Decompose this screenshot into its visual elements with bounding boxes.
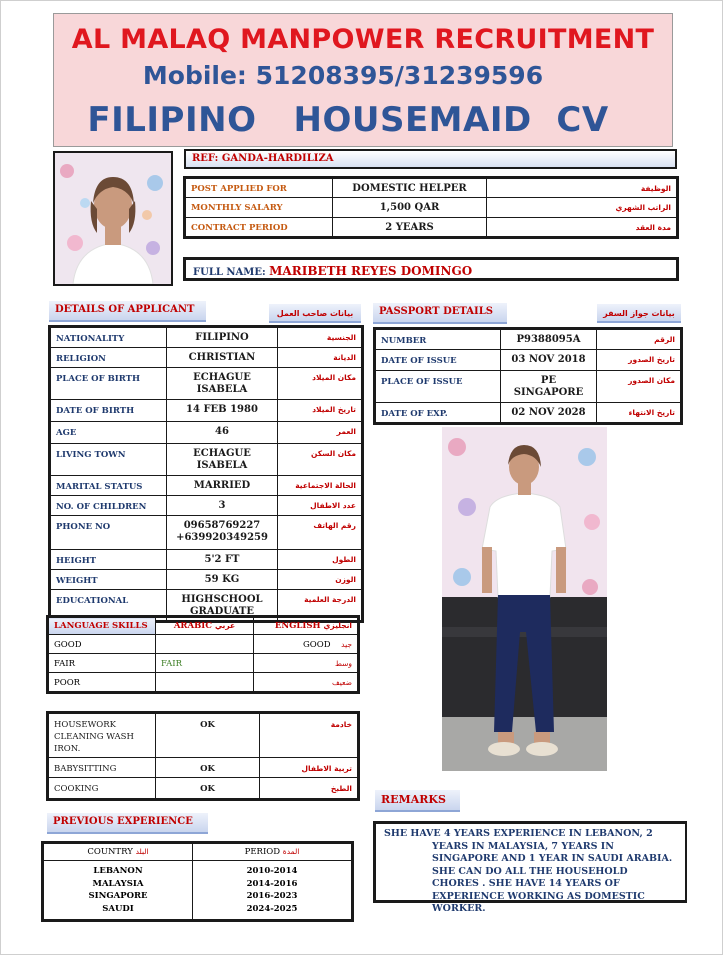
- experience-period: 2010-2014: [246, 866, 298, 876]
- experience-period-header: [193, 843, 353, 861]
- language-arabic-value: [156, 635, 254, 654]
- remarks-section-title: REMARKS: [375, 790, 460, 812]
- applicant-label: LIVING TOWN: [50, 444, 167, 476]
- skill-row: [48, 778, 359, 800]
- applicant-value: HIGHSCHOOL GRADUATE: [167, 590, 278, 622]
- passport-section-title: PASSPORT DETAILS: [373, 303, 507, 324]
- applicant-value: 59 KG: [167, 570, 278, 590]
- passport-label-ar: تاريخ الصدور: [597, 350, 682, 371]
- applicant-section-title: DETAILS OF APPLICANT: [49, 301, 206, 322]
- applicant-row: [50, 348, 363, 368]
- applicant-row: [50, 400, 363, 422]
- experience-period: 2016-2023: [246, 891, 298, 901]
- passport-value: 02 NOV 2028: [501, 403, 597, 424]
- skill-value: OK: [156, 713, 260, 758]
- company-name: AL MALAQ MANPOWER RECRUITMENT: [71, 24, 655, 55]
- skill-label-ar: خادمة: [260, 713, 359, 758]
- language-english-value: GOOD: [303, 640, 331, 650]
- language-level: POOR: [48, 673, 156, 693]
- language-english-header: [254, 617, 359, 635]
- language-row: [48, 654, 359, 673]
- ref-code: REF: GANDA-HARDILIZA: [184, 149, 677, 169]
- applicant-value: ECHAGUE ISABELA: [167, 444, 278, 476]
- skill-row: [48, 758, 359, 778]
- language-arabic-header: [156, 617, 254, 635]
- applicant-label: AGE: [50, 422, 167, 444]
- experience-period: 2024-2025: [246, 903, 298, 914]
- passport-value: PE SINGAPORE: [501, 371, 597, 403]
- experience-country: SINGAPORE: [88, 891, 148, 901]
- language-arabic-value: FAIR: [156, 654, 254, 673]
- passport-row: [375, 329, 682, 350]
- post-row: [185, 218, 678, 238]
- post-row: [185, 178, 678, 198]
- company-mobile: Mobile: 51208395/31239596: [142, 61, 544, 90]
- passport-label-ar: تاريخ الانتهاء: [597, 403, 682, 424]
- applicant-label: NATIONALITY: [50, 327, 167, 348]
- full-name-value: MARIBETH REYES DOMINGO: [269, 264, 473, 278]
- experience-country: LEBANON: [93, 866, 143, 876]
- applicant-value: 5'2 FT: [167, 550, 278, 570]
- applicant-row: [50, 516, 363, 550]
- passport-value: 03 NOV 2018: [501, 350, 597, 371]
- language-section-title: LANGUAGE SKILLS: [48, 617, 156, 635]
- post-table: [183, 176, 679, 239]
- language-english-cell: [254, 654, 359, 673]
- applicant-label-ar: الدرجة العلمية: [278, 590, 363, 622]
- remarks-first-line: SHE HAVE 4 YEARS EXPERIENCE IN LEBANON, 2: [384, 828, 653, 839]
- applicant-label: EDUCATIONAL: [50, 590, 167, 622]
- experience-period: 2014-2016: [246, 878, 298, 889]
- applicant-row: [50, 327, 363, 348]
- applicant-label-ar: مكان الميلاد: [278, 368, 363, 400]
- applicant-label-ar: الحالة الاجتماعية: [278, 476, 363, 496]
- language-table: [46, 615, 360, 694]
- experience-period-cell: [193, 861, 353, 921]
- applicant-section-title-ar: بيانات صاحب العمل: [269, 304, 361, 323]
- passport-section-title-ar: بيانات جواز السفر: [597, 304, 681, 323]
- applicant-label-ar: العمر: [278, 422, 363, 444]
- language-level: GOOD: [48, 635, 156, 654]
- applicant-label-ar: مكان السكن: [278, 444, 363, 476]
- language-level-ar: ضعيف: [331, 678, 352, 687]
- skill-label: HOUSEWORK CLEANING WASH IRON.: [48, 713, 156, 758]
- skill-label: COOKING: [48, 778, 156, 800]
- skill-value: OK: [156, 758, 260, 778]
- applicant-row: [50, 496, 363, 516]
- skill-label: BABYSITTING: [48, 758, 156, 778]
- skill-value: OK: [156, 778, 260, 800]
- passport-label: DATE OF EXP.: [375, 403, 501, 424]
- language-row: [48, 673, 359, 693]
- skill-label-ar: الطبخ: [260, 778, 359, 800]
- applicant-row: [50, 550, 363, 570]
- applicant-label: HEIGHT: [50, 550, 167, 570]
- language-level-ar: وسط: [334, 659, 352, 668]
- language-english-cell: [254, 673, 359, 693]
- passport-label: PLACE OF ISSUE: [375, 371, 501, 403]
- experience-country: MALAYSIA: [92, 878, 144, 889]
- passport-label: NUMBER: [375, 329, 501, 350]
- language-row: [48, 635, 359, 654]
- post-label: MONTHLY SALARY: [185, 198, 333, 218]
- applicant-label: PLACE OF BIRTH: [50, 368, 167, 400]
- language-arabic-value: [156, 673, 254, 693]
- post-label: POST APPLIED FOR: [185, 178, 333, 198]
- applicant-value: 46: [167, 422, 278, 444]
- applicant-label: RELIGION: [50, 348, 167, 368]
- passport-label-ar: مكان الصدور: [597, 371, 682, 403]
- applicant-label: PHONE NO: [50, 516, 167, 550]
- applicant-row: [50, 570, 363, 590]
- applicant-label: DATE OF BIRTH: [50, 400, 167, 422]
- experience-table: [41, 841, 354, 922]
- applicant-value: CHRISTIAN: [167, 348, 278, 368]
- post-label-ar: مدة العقد: [487, 218, 678, 238]
- applicant-value: MARRIED: [167, 476, 278, 496]
- full-body-photo: [442, 427, 607, 771]
- applicant-label-ar: عدد الاطفال: [278, 496, 363, 516]
- language-level-ar: جيد: [341, 640, 352, 649]
- skill-label-ar: تربية الاطفال: [260, 758, 359, 778]
- experience-section-title: PREVIOUS EXPERIENCE: [47, 813, 208, 834]
- passport-label: DATE OF ISSUE: [375, 350, 501, 371]
- applicant-label-ar: الجنسية: [278, 327, 363, 348]
- applicant-label-ar: تاريخ الميلاد: [278, 400, 363, 422]
- english-header-ar: انجليزي: [323, 621, 352, 630]
- applicant-value: FILIPINO: [167, 327, 278, 348]
- applicant-table: [48, 325, 364, 623]
- post-label: CONTRACT PERIOD: [185, 218, 333, 238]
- applicant-value: 3: [167, 496, 278, 516]
- arabic-header-label: ARABIC: [173, 621, 212, 631]
- post-label-ar: الراتب الشهري: [487, 198, 678, 218]
- applicant-label: NO. OF CHILDREN: [50, 496, 167, 516]
- applicant-label: WEIGHT: [50, 570, 167, 590]
- passport-table: [373, 327, 683, 425]
- applicant-value: 09658769227 +639920349259: [167, 516, 278, 550]
- skills-table: [46, 711, 360, 801]
- post-value: DOMESTIC HELPER: [333, 178, 487, 198]
- experience-country: SAUDI: [102, 903, 134, 914]
- post-label-ar: الوظيفة: [487, 178, 678, 198]
- experience-country-header: [43, 843, 193, 861]
- applicant-label-ar: الطول: [278, 550, 363, 570]
- remarks-text: [373, 821, 687, 914]
- applicant-label-ar: الديانة: [278, 348, 363, 368]
- applicant-row: [50, 476, 363, 496]
- arabic-header-ar: عربي: [214, 621, 236, 630]
- post-value: 2 YEARS: [333, 218, 487, 238]
- cv-header: [53, 13, 673, 147]
- experience-country-cell: [43, 861, 193, 921]
- language-level: FAIR: [48, 654, 156, 673]
- full-name-label: FULL NAME:: [193, 267, 266, 278]
- country-header-ar: البلد: [135, 847, 149, 856]
- post-value: 1,500 QAR: [333, 198, 487, 218]
- cv-title: FILIPINO HOUSEMAID CV: [87, 100, 609, 140]
- portrait-photo: [53, 151, 173, 286]
- applicant-label-ar: الوزن: [278, 570, 363, 590]
- applicant-value: ECHAGUE ISABELA: [167, 368, 278, 400]
- language-english-cell: [254, 635, 359, 654]
- english-header-label: ENGLISH: [274, 621, 321, 631]
- remarks-rest: YEARS IN MALAYSIA, 7 YEARS IN SINGAPORE AND 1 YEAR IN SAUDI ARABIA. SHE CAN DO ALL THE HOUSEHOLD CHORES . SHE HAVE 14 YEARS OF EXPERIENCE WORKING AS DOMESTIC WORKER.: [432, 840, 673, 914]
- applicant-row: [50, 444, 363, 476]
- passport-row: [375, 350, 682, 371]
- applicant-label: MARITAL STATUS: [50, 476, 167, 496]
- period-header-ar: المدة: [282, 847, 300, 856]
- applicant-value: 14 FEB 1980: [167, 400, 278, 422]
- passport-value: P9388095A: [501, 329, 597, 350]
- applicant-row: [50, 368, 363, 400]
- passport-label-ar: الرقم: [597, 329, 682, 350]
- period-header-label: PERIOD: [244, 847, 281, 857]
- skill-row: [48, 713, 359, 758]
- applicant-row: [50, 422, 363, 444]
- passport-row: [375, 371, 682, 403]
- applicant-label-ar: رقم الهاتف: [278, 516, 363, 550]
- full-name: [183, 257, 679, 281]
- passport-row: [375, 403, 682, 424]
- post-row: [185, 198, 678, 218]
- country-header-label: COUNTRY: [87, 847, 133, 857]
